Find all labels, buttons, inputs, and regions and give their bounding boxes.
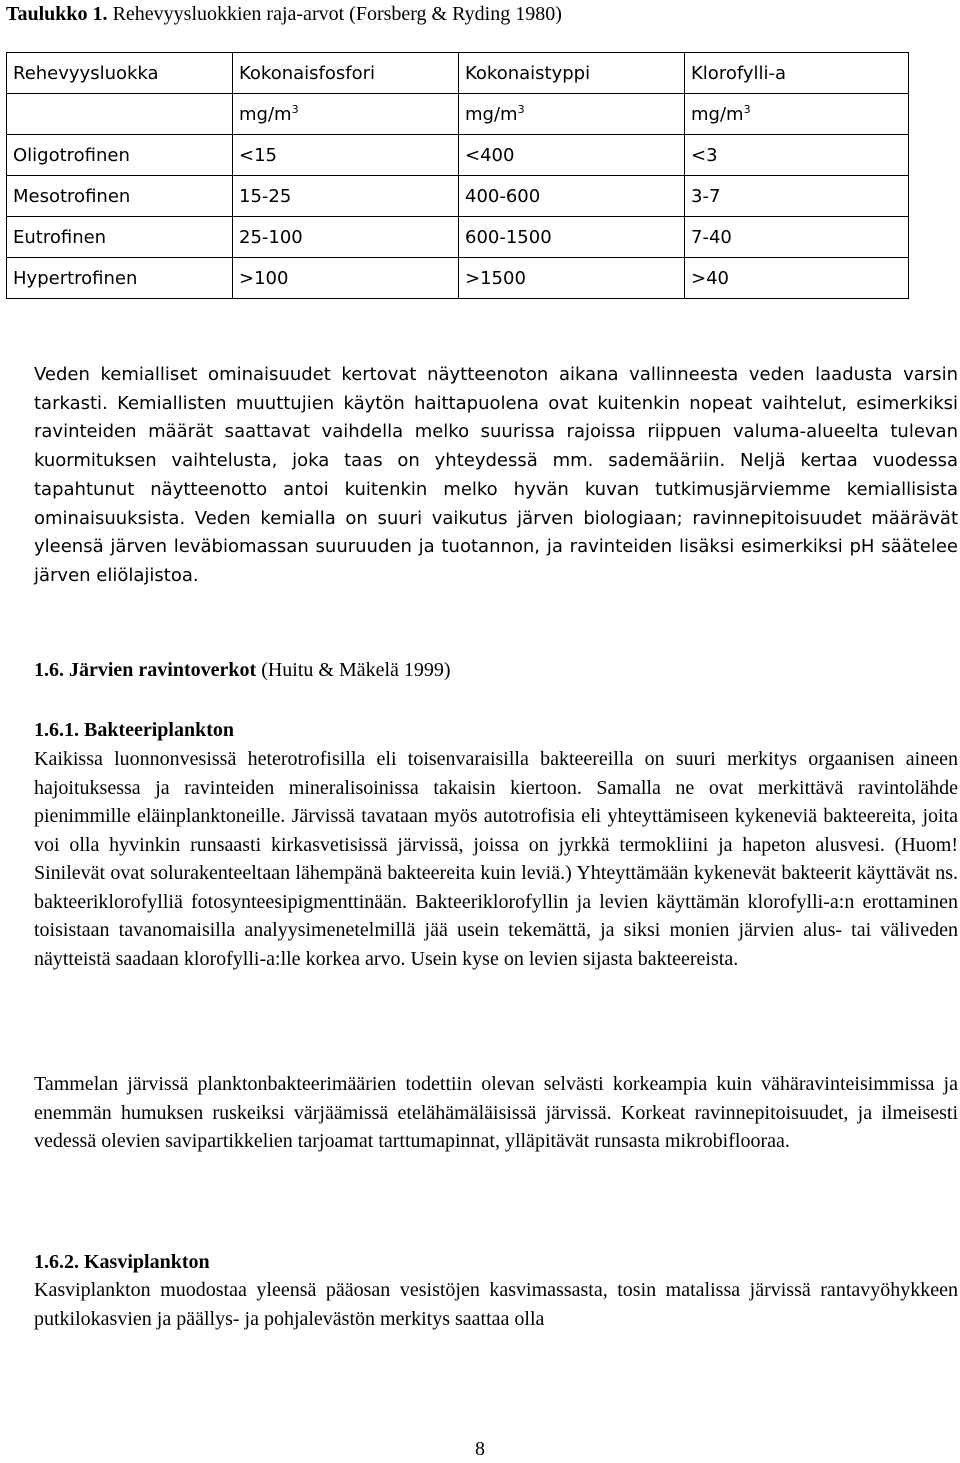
header-cell: Klorofylli-a [685,53,909,94]
unit-exponent: 3 [743,102,751,116]
unit-cell [233,94,459,135]
table-row [7,135,909,176]
section-heading-1-6-2 [34,1248,210,1276]
table-cell: <400 [459,135,685,176]
table-cell: Hypertrofinen [7,258,233,299]
table-cell: 7-40 [685,217,909,258]
phytoplankton-paragraph: Kasviplankton muodostaa yleensä pääosan vesistöjen kasvimassasta, tosin matalissa järvissä rantavyöhykkeen putkilokasvien ja päällys- ja pohjalevästön merkitys saattaa olla [34,1279,958,1330]
table-cell: Oligotrofinen [7,135,233,176]
section-heading-1-6 [34,656,451,684]
table-cell: <3 [685,135,909,176]
unit-cell-empty [7,94,233,135]
heading-reference: (Huitu & Mäkelä 1999) [261,659,451,681]
tammela-paragraph: Tammelan järvissä planktonbakteerimäärien todettiin olevan selvästi korkeampia kuin vähäravinteisimmissa ja enemmän humuksen ruskeiksi värjäämissä etelähämäläisissä järvissä. Korkeat ravinnepitoisuudet, ja ilmeisesti vedessä olevien savipartikkelien tarjoamat tarttumapinnat, ylläpitävät runsasta mikrobiflooraa. [34,1073,958,1152]
table-row [7,258,909,299]
unit-exponent: 3 [517,102,525,116]
table-unit-row [7,94,909,135]
table-cell: >40 [685,258,909,299]
table-caption [6,0,562,28]
table-row [7,176,909,217]
table-cell: 600-1500 [459,217,685,258]
chemistry-paragraph: Veden kemialliset ominaisuudet kertovat näytteenoton aikana vallinneesta veden laadusta varsin tarkasti. Kemiallisten muuttujien käytön haittapuolena ovat kuitenkin nopeat vaihtelut, esimerkiksi ravinteiden määrät saattavat vaihdella melko suurissa rajoissa riippuen valuma-alueelta tulevan kuormituksen vaihtelusta, joka taas on yhteydessä mm. sademääriin. Neljä kertaa vuodessa tapahtunut näytteenotto antoi kuitenkin melko hyvän kuvan tutkimusjärviemme kemiallisista ominaisuuksista. Veden kemialla on suuri vaikutus järven biologiaan; ravinnepitoisuudet määrävät yleensä järven leväbiomassan suuruuden ja tuotannon, ja ravinteiden lisäksi esimerkiksi pH säätelee järven eliölajistoa. [34,364,958,586]
table-cell: Eutrofinen [7,217,233,258]
heading-title: Järvien ravintoverkot [69,659,257,681]
table-cell: 400-600 [459,176,685,217]
heading-number: 1.6. [34,659,64,681]
table-cell: >100 [233,258,459,299]
table-header-row [7,53,909,94]
header-cell: Kokonaisfosfori [233,53,459,94]
heading-text: 1.6.2. Kasviplankton [34,1251,210,1273]
page-number: 8 [475,1438,485,1460]
heading-text: 1.6.1. Bakteeriplankton [34,719,235,741]
caption-label: Taulukko 1. [6,3,108,25]
unit-base: mg/m [691,103,744,125]
caption-text: Rehevyysluokkien raja-arvot (Forsberg & Ryding 1980) [112,3,562,25]
unit-cell [685,94,909,135]
table-cell: 25-100 [233,217,459,258]
table-cell: <15 [233,135,459,176]
unit-base: mg/m [239,103,292,125]
bacteria-paragraph: Kaikissa luonnonvesissä heterotrofisilla eli toisenvaraisilla bakteereilla on suuri merkitys orgaanisen aineen hajoituksessa ja ravinteiden mineralisoinissa takaisin kiertoon. Samalla ne ovat merkittävä ravintolähde pienimmille eläinplanktoneille. Järvissä tavataan myös autotrofisia eli yhteyttämiseen kykeneviä bakteereita, joita voi olla hyvinkin runsaasti kirkasvetisissä järvissä, joissa on jyrkkä termokliini ja hapeton alusvesi. (Huom! Sinilevät ovat solurakenteeltaan lähempänä bakteereita kuin leviä.) Yhteyttämään kykenevät bakteerit käyttävät ns. bakteeriklorofylliä fotosynteesipigmenttinään. Bakteeriklorofyllin ja levien käyttämän klorofylli-a:n erottaminen toisistaan tavanomaisilla analyysimenetelmillä jää usein tekemättä, ja siksi monien järvien alus- tai väliveden näytteistä saadaan klorofylli-a:lle korkea arvo. Usein kyse on levien sijasta bakteereista. [34,748,958,970]
header-cell: Rehevyysluokka [7,53,233,94]
header-cell: Kokonaistyppi [459,53,685,94]
table-cell: 3-7 [685,176,909,217]
unit-base: mg/m [465,103,518,125]
table-cell: 15-25 [233,176,459,217]
table-cell: >1500 [459,258,685,299]
table-cell: Mesotrofinen [7,176,233,217]
unit-exponent: 3 [291,102,299,116]
table-row [7,217,909,258]
unit-cell [459,94,685,135]
trophic-class-table [6,52,909,299]
section-heading-1-6-1 [34,716,234,744]
